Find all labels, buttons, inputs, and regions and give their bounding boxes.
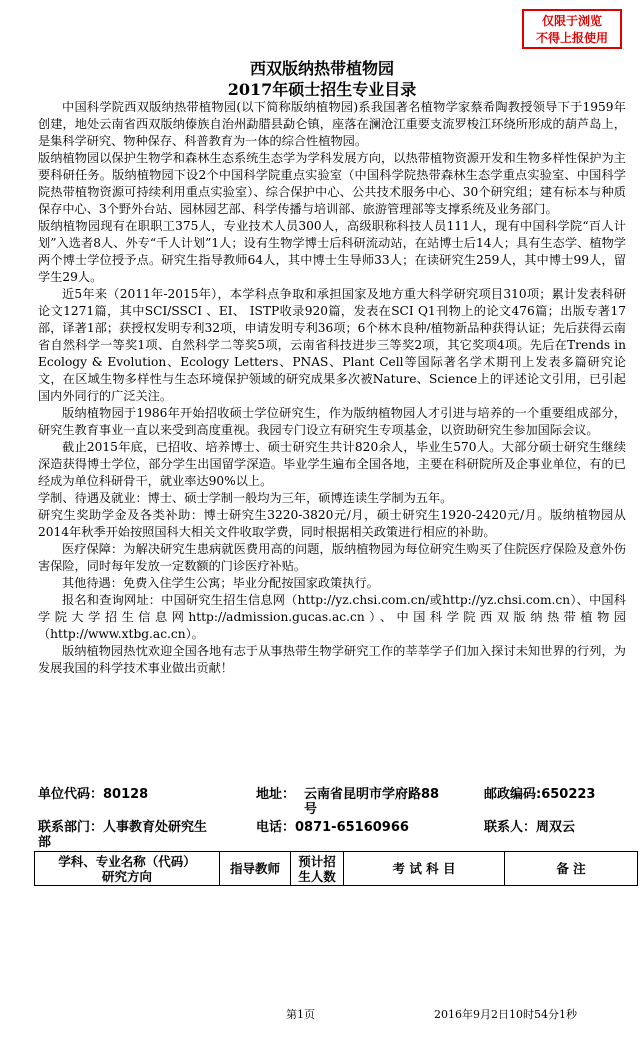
col-quota-line1: 预计招 [298,853,336,869]
address-label: 地址： [256,787,296,802]
intro-paragraph: 报名和查询网址：中国研究生招生信息网（http://yz.chsi.com.cn/或http://yz.chsi.com.cn）、中国科学院大学招生信息网http://admission.gucas.ac.cn）、中国科学院西双版纳热带植物园（http://www.xtbg.ac.cn）。 [38,593,626,641]
address-value-line1: 云南省昆明市学府路88 [304,787,440,802]
col-quota-line2: 生人数 [298,868,336,884]
print-timestamp: 2016年9月2日10时54分1秒 [434,1008,577,1021]
page-title: 西双版纳热带植物园 [249,59,394,78]
contact-department-line1: 联系部门：人事教育处研究生 [38,820,208,835]
intro-paragraph: 版纳植物园以保护生物学和森林生态系统生态学为学科发展方向，以热带植物资源开发和生物多样性保护为主要科研任务。版纳植物园下设2个中国科学院重点实验室（中国科学院热带森林生态学重点实验室、中国科学院热带植物资源可持续利用重点实验室）、综合保护中心、公共技术服务中心、30个研究组；建有标本与种质保存中心、3个野外台站、园林园艺部、科学传播与培训部、旅游管理部等支撑系统及业务部门。 [38,151,626,216]
intro-paragraph: 中国科学院西双版纳热带植物园(以下简称版纳植物园)系我国著名植物学家蔡希陶教授领导下于1959年创建，地处云南省西双版纳傣族自治州勐腊县勐仑镇，座落在澜沧江重要支流罗梭江环绕所形成的葫芦岛上，是集科学研究、物种保存、科普教育为一体的综合性植物园。 [38,100,626,148]
unit-code: 单位代码：80128 [38,787,149,802]
intro-paragraph: 版纳植物园现有在职职工375人，专业技术人员300人，高级职称科技人员111人，现有中国科学院“百人计划”入选者8人、外专“千人计划”1人；设有生物学博士后科研流动站，在站博士后14人；具有生态学、植物学两个博士学位授予点。研究生指导教师64人，其中博士生导师33人；在读研究生259人，其中博士99人，留学生29人。 [38,219,626,284]
intro-paragraph: 截止2015年底，已招收、培养博士、硕士研究生共计820余人，毕业生570人。大部分硕士研究生继续深造获得博士学位，部分学生出国留学深造。毕业学生遍布全国各地，主要在科研院所及企事业单位，有的已经成为单位科研骨干，就业率达90%以上。 [38,440,626,488]
intro-paragraph: 近5年来（2011年-2015年），本学科点争取和承担国家及地方重大科学研究项目310项；累计发表科研论文1271篇，其中SCI/SSCI 、EI、 ISTP收录920篇，发表在SCI Q1刊物上的论文476篇；出版专著17部，译著1部；获授权发明专利32项，申请发明专利36项；6个林木良种/植物新品种获得认证；先后获得云南省自然科学一等奖1项、自然科学二等奖5项，云南省科技进步三等奖2项，其它奖项4项。先后在Trends in Ecology & Evolution、Ecology Letters、PNAS、Plant Cell等国际著名学术期刊上发表多篇研究论文，在区域生物多样性与生态环境保护领域的研究成果多次被Nature、Science上的评述论文引用，已引起国内外同行的广泛关注。 [38,287,626,403]
intro-paragraph: 学制、待遇及就业：博士、硕士学制一般均为三年，硕博连读生学制为五年。 [38,491,453,505]
intro-body [38,99,626,677]
col-subject-line1: 学科、专业名称（代码） [58,853,196,869]
col-subject [35,852,220,886]
intro-paragraph: 版纳植物园于1986年开始招收硕士学位研究生，作为版纳植物园人才引进与培养的一个重要组成部分，研究生教育事业一直以来受到高度重视。我园专门设立有研究生专项基金，以资助研究生参加国际会议。 [38,406,626,437]
contact-department-line2: 部 [38,835,52,850]
postal-code: 邮政编码:650223 [484,787,596,802]
page-subtitle: 2017年硕士招生专业目录 [227,80,417,99]
col-remarks: 备 注 [505,852,638,886]
contact-person: 联系人：周双云 [484,820,576,835]
browse-only-stamp [522,9,622,49]
col-quota [291,852,344,886]
col-exam-subjects: 考 试 科 目 [344,852,505,886]
col-subject-line2: 研究方向 [101,868,152,884]
intro-paragraph: 医疗保障：为解决研究生患病就医费用高的问题，版纳植物园为每位研究生购买了住院医疗保险及意外伤害保险，同时每年发放一定数额的门诊医疗补贴。 [38,542,626,573]
address-value-line2: 号 [304,802,318,817]
stamp-line-1: 仅限于浏览 [541,14,602,28]
phone-number: 电话：0871-65160966 [256,820,409,835]
intro-paragraph: 版纳植物园热忱欢迎全国各地有志于从事热带生物学研究工作的莘莘学子们加入探讨未知世界的行列，为发展我国的科学技术事业做出贡献！ [38,644,626,675]
intro-paragraph: 研究生奖助学金及各类补助：博士研究生3220-3820元/月，硕士研究生1920-2420元/月。版纳植物园从2014年秋季开始按照国科大相关文件收取学费，同时根据相关政策进行相应的补助。 [38,508,626,539]
page-number: 第1页 [286,1008,315,1021]
stamp-line-2: 不得上报使用 [535,31,608,45]
col-advisor: 指导教师 [220,852,291,886]
intro-paragraph: 其他待遇：免费入住学生公寓；毕业分配按国家政策执行。 [62,576,379,590]
catalog-table-header [34,851,638,886]
